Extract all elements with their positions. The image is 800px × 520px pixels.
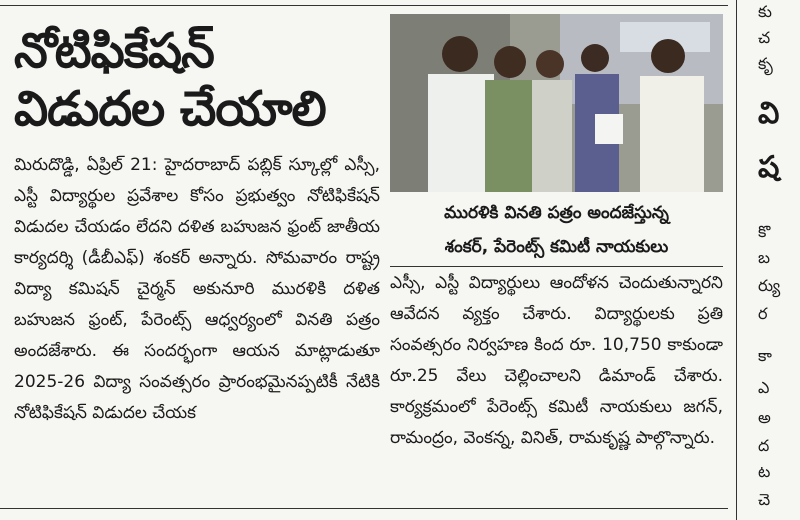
headline-line2: విడుదల చేయాలి (14, 81, 326, 137)
strip-text-14: చె (758, 490, 771, 509)
news-photo (390, 14, 723, 192)
caption-rule (390, 266, 723, 267)
people-handing-memorandum-image (390, 14, 723, 192)
strip-text-8: ర (758, 304, 768, 323)
strip-text-0: కు (758, 2, 772, 21)
caption-line1: మురళికి వినతి పత్రం అందజేస్తున్న (444, 203, 669, 223)
strip-text-13: ట (758, 462, 771, 481)
strip-text-11: అ (758, 408, 771, 427)
strip-text-3: వి (758, 96, 780, 131)
strip-text-6: బ (758, 248, 771, 267)
strip-text-7: ర్యు (758, 276, 781, 295)
headline-line1: నోటిఫికేషన్ (14, 23, 214, 79)
bottom-rule (0, 508, 728, 509)
headline (14, 22, 380, 138)
strip-text-2: కృ (758, 54, 773, 73)
strip-text-4: ష (758, 150, 780, 185)
top-rule (0, 5, 728, 6)
caption-line2: శంకర్, పేరెంట్స్ కమిటీ నాయకులు (444, 237, 669, 257)
strip-text-12: ద (758, 436, 770, 455)
strip-text-5: కొ (758, 222, 771, 241)
photo-caption (390, 196, 723, 264)
strip-text-10: ఎ (758, 378, 770, 397)
article-body-left: మిరుదొడ్డి, ఏప్రిల్ 21: హైదరాబాద్ పబ్లిక్ స్కూల్లో ఎస్సీ, ఎస్టీ విద్యార్థుల ప్రవేశాల కోసం ప్రభుత్వం నోటిఫికేషన్ విడుదల చేయడం లేదని దళిత బహుజన ఫ్రంట్ జాతీయ కార్యదర్శి (డీబీఎఫ్) శంకర్ అన్నారు. సోమవారం రాష్ట్ర విద్యా కమిషన్ చైర్మన్ అకునూరి మురళికి దళిత బహుజన ఫ్రంట్, పేరెంట్స్ ఆధ్వర్యంలో వినతి పత్రం అందజేశారు. ఈ సందర్భంగా ఆయన మాట్లాడుతూ 2025-26 విద్యా సంవత్సరం ప్రారంభమైనప్పటికీ నేటికి నోటిఫికేషన్ విడుదల చేయక (14, 155, 380, 423)
article-body-right: ఎస్సీ, ఎస్టీ విద్యార్థులు ఆందోళన చెందుతున్నారని ఆవేదన వ్యక్తం చేశారు. విద్యార్థులకు ప్రతి సంవత్సరం నిర్వహణ కింద రూ. 10,750 కాకుండా రూ.25 వేలు చెల్లించాలని డిమాండ్ చేశారు. కార్యక్రమంలో పేరెంట్స్ కమిటీ నాయకులు జగన్, రామంద్రం, వెంకన్న, వినిత్, రామకృష్ణ పాల్గొన్నారు. (390, 273, 723, 448)
adjacent-article-strip (748, 0, 800, 520)
column-divider-right (736, 0, 737, 520)
strip-text-9: కా (758, 346, 772, 365)
strip-text-1: చ (758, 28, 771, 47)
